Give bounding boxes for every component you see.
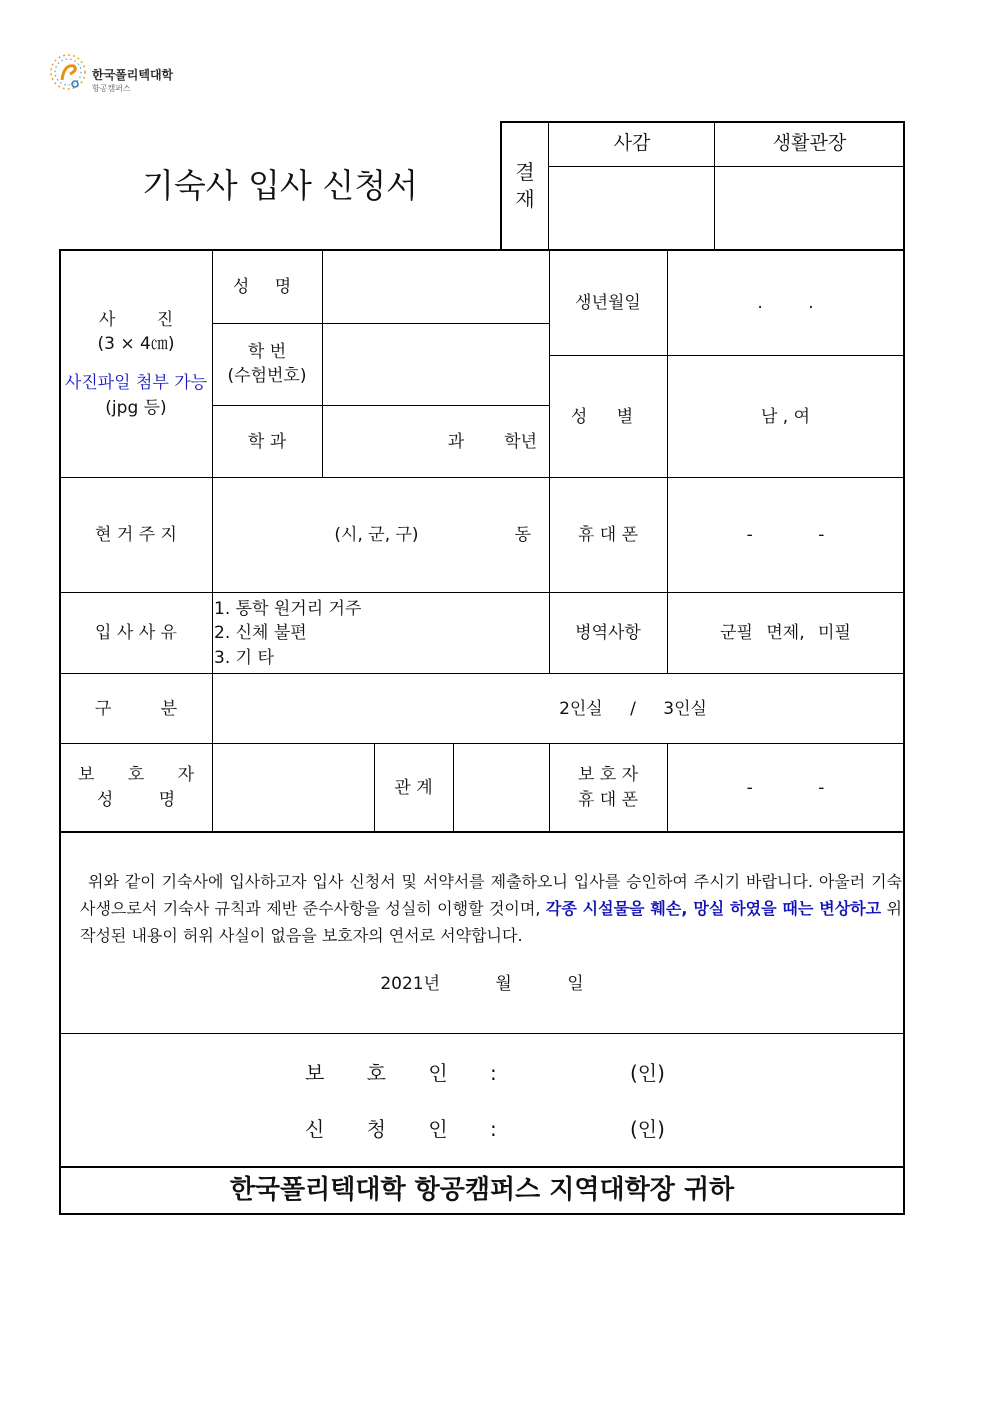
statement-text-2: 위 작성된 내용이 허위 사실이 없음을 보호자의 연서로 서약합니다. bbox=[80, 899, 902, 945]
reason-label: 입 사 사 유 bbox=[95, 623, 177, 644]
guardian-phone-input[interactable]: - - bbox=[746, 777, 825, 798]
dept-input[interactable]: 과 학년 bbox=[447, 431, 537, 452]
reason-option-3[interactable]: 3. 기 타 bbox=[214, 647, 274, 668]
guardian-signature-label: 보 호 인 : bbox=[305, 1061, 497, 1085]
photo-label: 사 진 bbox=[98, 309, 192, 330]
table-grid bbox=[500, 121, 905, 123]
applicant-seal[interactable]: (인) bbox=[630, 1117, 665, 1141]
statement-emphasis: 각종 시설물을 훼손, 망실 하였을 때는 변상하고 bbox=[545, 899, 882, 918]
statement-date: 2021년 월 일 bbox=[380, 973, 584, 994]
statement-paragraph bbox=[80, 868, 902, 949]
guardian-seal[interactable]: (인) bbox=[630, 1061, 665, 1085]
guardian-name-input[interactable] bbox=[212, 744, 374, 832]
logo-name: 한국폴리텍대학 bbox=[92, 68, 174, 82]
military-label: 병역사항 bbox=[575, 623, 641, 644]
name-input[interactable] bbox=[322, 250, 549, 324]
phone-input[interactable]: - - bbox=[746, 525, 825, 546]
reason-option-2[interactable]: 2. 신체 불편 bbox=[214, 623, 307, 644]
gender-input[interactable]: 남 , 여 bbox=[760, 406, 811, 427]
statement-text-1: 위와 같이 기숙사에 입사하고자 입사 신청서 및 서약서를 제출하오니 입사를 승인하여 주시기 바랍니다. 아울러 기숙사생으로서 기숙사 규칙과 제반 준수사항을 성실히 이행할 것이며, bbox=[80, 872, 902, 918]
photo-area[interactable] bbox=[60, 250, 212, 478]
logo-subtitle: 항공캠퍼스 bbox=[92, 84, 131, 93]
birth-label: 생년월일 bbox=[575, 292, 641, 313]
phone-label: 휴 대 폰 bbox=[577, 525, 639, 546]
student-no-label: 학 번 (수험번호) bbox=[227, 342, 307, 386]
form-title: 기숙사 입사 신청서 bbox=[141, 166, 418, 206]
name-label: 성 명 bbox=[232, 276, 302, 297]
birth-input[interactable]: . . bbox=[757, 292, 814, 313]
relation-input[interactable] bbox=[453, 744, 549, 832]
college-logo bbox=[48, 50, 188, 94]
logo-emblem-icon bbox=[48, 50, 90, 94]
reason-option-1[interactable]: 1. 통학 원거리 거주 bbox=[214, 598, 362, 619]
guardian-phone-label: 보 호 자 휴 대 폰 bbox=[577, 765, 639, 810]
approval-sign-director[interactable] bbox=[715, 167, 904, 249]
photo-size: (3 × 4㎝) bbox=[97, 334, 175, 355]
approval-col-director: 생활관장 bbox=[772, 132, 847, 155]
address-input[interactable]: (시, 군, 구) 동 bbox=[334, 525, 531, 546]
approval-col-supervisor: 사감 bbox=[613, 132, 651, 155]
applicant-signature-label: 신 청 인 : bbox=[305, 1117, 497, 1141]
guardian-name-label: 보 호 자 성 명 bbox=[77, 765, 209, 810]
approval-label: 결 재 bbox=[515, 160, 535, 211]
room-type-input[interactable]: 2인실 / 3인실 bbox=[559, 698, 707, 719]
dept-label: 학 과 bbox=[247, 431, 287, 452]
address-label: 현 거 주 지 bbox=[95, 525, 177, 546]
photo-attach-note: 사진파일 첨부 가능 bbox=[64, 373, 208, 393]
student-no-input[interactable] bbox=[322, 324, 549, 406]
photo-format: (jpg 등) bbox=[105, 397, 167, 418]
form-addressee: 한국폴리텍대학 항공캠퍼스 지역대학장 귀하 bbox=[229, 1175, 735, 1206]
military-input[interactable]: 군필 면제, 미필 bbox=[720, 623, 851, 644]
reason-options[interactable] bbox=[212, 593, 549, 674]
gender-label: 성 별 bbox=[570, 406, 646, 427]
relation-label: 관 계 bbox=[394, 777, 433, 798]
approval-sign-supervisor[interactable] bbox=[550, 167, 714, 249]
room-type-label: 구 분 bbox=[94, 698, 200, 719]
